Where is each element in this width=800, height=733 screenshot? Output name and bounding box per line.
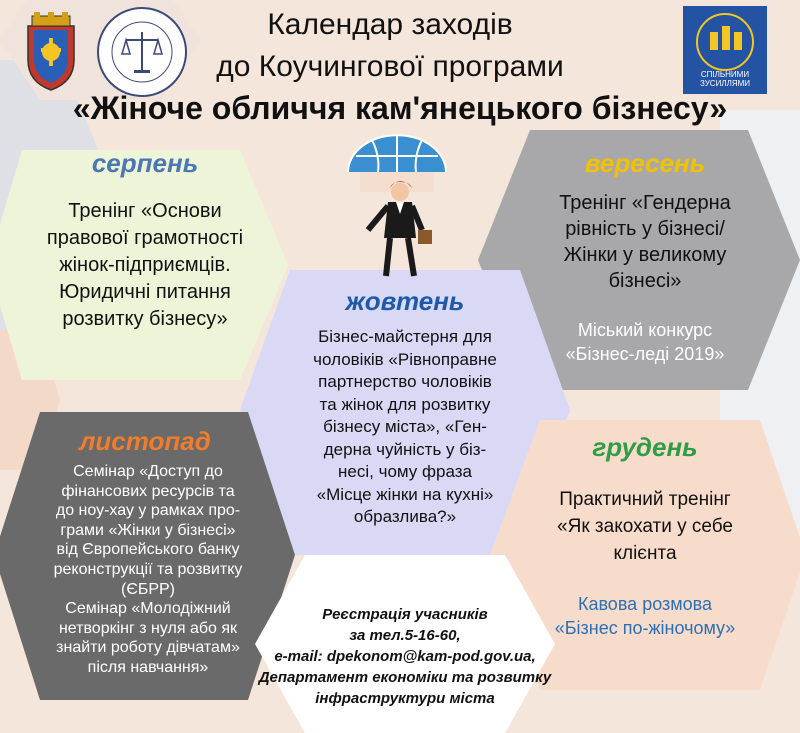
september-line: рівність у бізнесі/ [565,218,725,240]
registration-line: за тел.5-16-60, [349,627,461,644]
cities-association-slogan [683,70,767,88]
month-august: серпень [91,148,199,178]
november-line: до ноу-хау у рамках про- [55,502,241,520]
november-line: після навчання» [87,658,209,676]
december-event [520,486,770,567]
september-contest [520,318,770,366]
september-line: бізнесі» [608,270,682,292]
november-line: (ЄБРР) [121,580,175,598]
registration-info [255,604,555,709]
november-line: Семінар «Доступ до [73,463,223,480]
month-september: вересень [584,148,706,178]
december-coffee-talk [520,592,770,640]
city-coat-of-arms-logo [22,12,80,92]
october-line: несі, чому фраза [338,462,472,481]
december-line: «Як закохати у себе [557,516,733,537]
october-line: «Місце жінки на кухні» [316,484,494,504]
title-line-2: до Коучингової програми [216,50,564,83]
october-line: та жінок для розвитку [319,394,491,414]
title-line-3: «Жіноче обличчя кам'янецького бізнесу» [72,90,728,126]
registration-line: e-mail: dpekonom@kam-pod.gov.ua, [274,648,536,665]
month-november: листопад [79,426,211,456]
october-line: бізнесу міста», «Ген- [323,417,487,436]
december-line: клієнта [613,543,677,564]
august-line: Тренінг «Основи [68,200,222,222]
november-event [30,462,266,678]
december-line: Практичний тренінг [559,489,731,510]
october-line: партнерство чоловіків [318,372,492,391]
august-line: правової грамотності [46,227,244,249]
august-line: розвитку бізнесу» [62,308,228,330]
september-event [520,190,770,294]
contest-line-1: Міський конкурс [577,320,713,340]
august-line: Юридичні питання [59,281,231,303]
november-line: фінансових ресурсів та [61,482,235,500]
november-line: Семінар «Молодіжний [65,600,231,618]
slogan-line-2: ЗУСИЛЛЯМИ [699,79,751,88]
registration-line: Департамент економіки та розвитку [258,669,552,686]
november-line: від Європейського банку [56,541,240,559]
october-line: дерна чуйність у біз- [323,439,487,459]
november-line: нетворкінг з нуля або як [58,619,238,637]
title-line-1: Календар заходів [267,8,513,41]
slogan-line-1: СПІЛЬНИМИ [700,70,750,79]
september-line: Жінки у великому [563,244,727,266]
october-line: чоловіків «Рівноправне [313,349,497,369]
october-line: Бізнес-майстерня для [318,327,492,346]
month-december: грудень [592,432,698,462]
october-event [275,326,535,529]
october-line: образлива?» [353,507,457,526]
month-october: жовтень [345,286,465,316]
august-line: жінок-підприємців. [59,254,231,276]
september-line: Тренінг «Гендерна [559,192,731,214]
november-line: реконструкції та розвитку [53,560,243,578]
contest-line-2: «Бізнес-леді 2019» [565,344,725,364]
coffee-line-1: Кавова розмова [577,594,713,614]
registration-line: Реєстрація учасників [322,606,488,623]
august-event [20,198,270,333]
coffee-line-2: «Бізнес по-жіночому» [554,618,736,638]
registration-line: інфраструктури міста [315,690,495,707]
businesswoman-globe-illustration [338,130,456,280]
november-line: знайти роботу дівчатам» [56,639,240,657]
november-line: грами «Жінки у бізнесі» [60,521,236,539]
